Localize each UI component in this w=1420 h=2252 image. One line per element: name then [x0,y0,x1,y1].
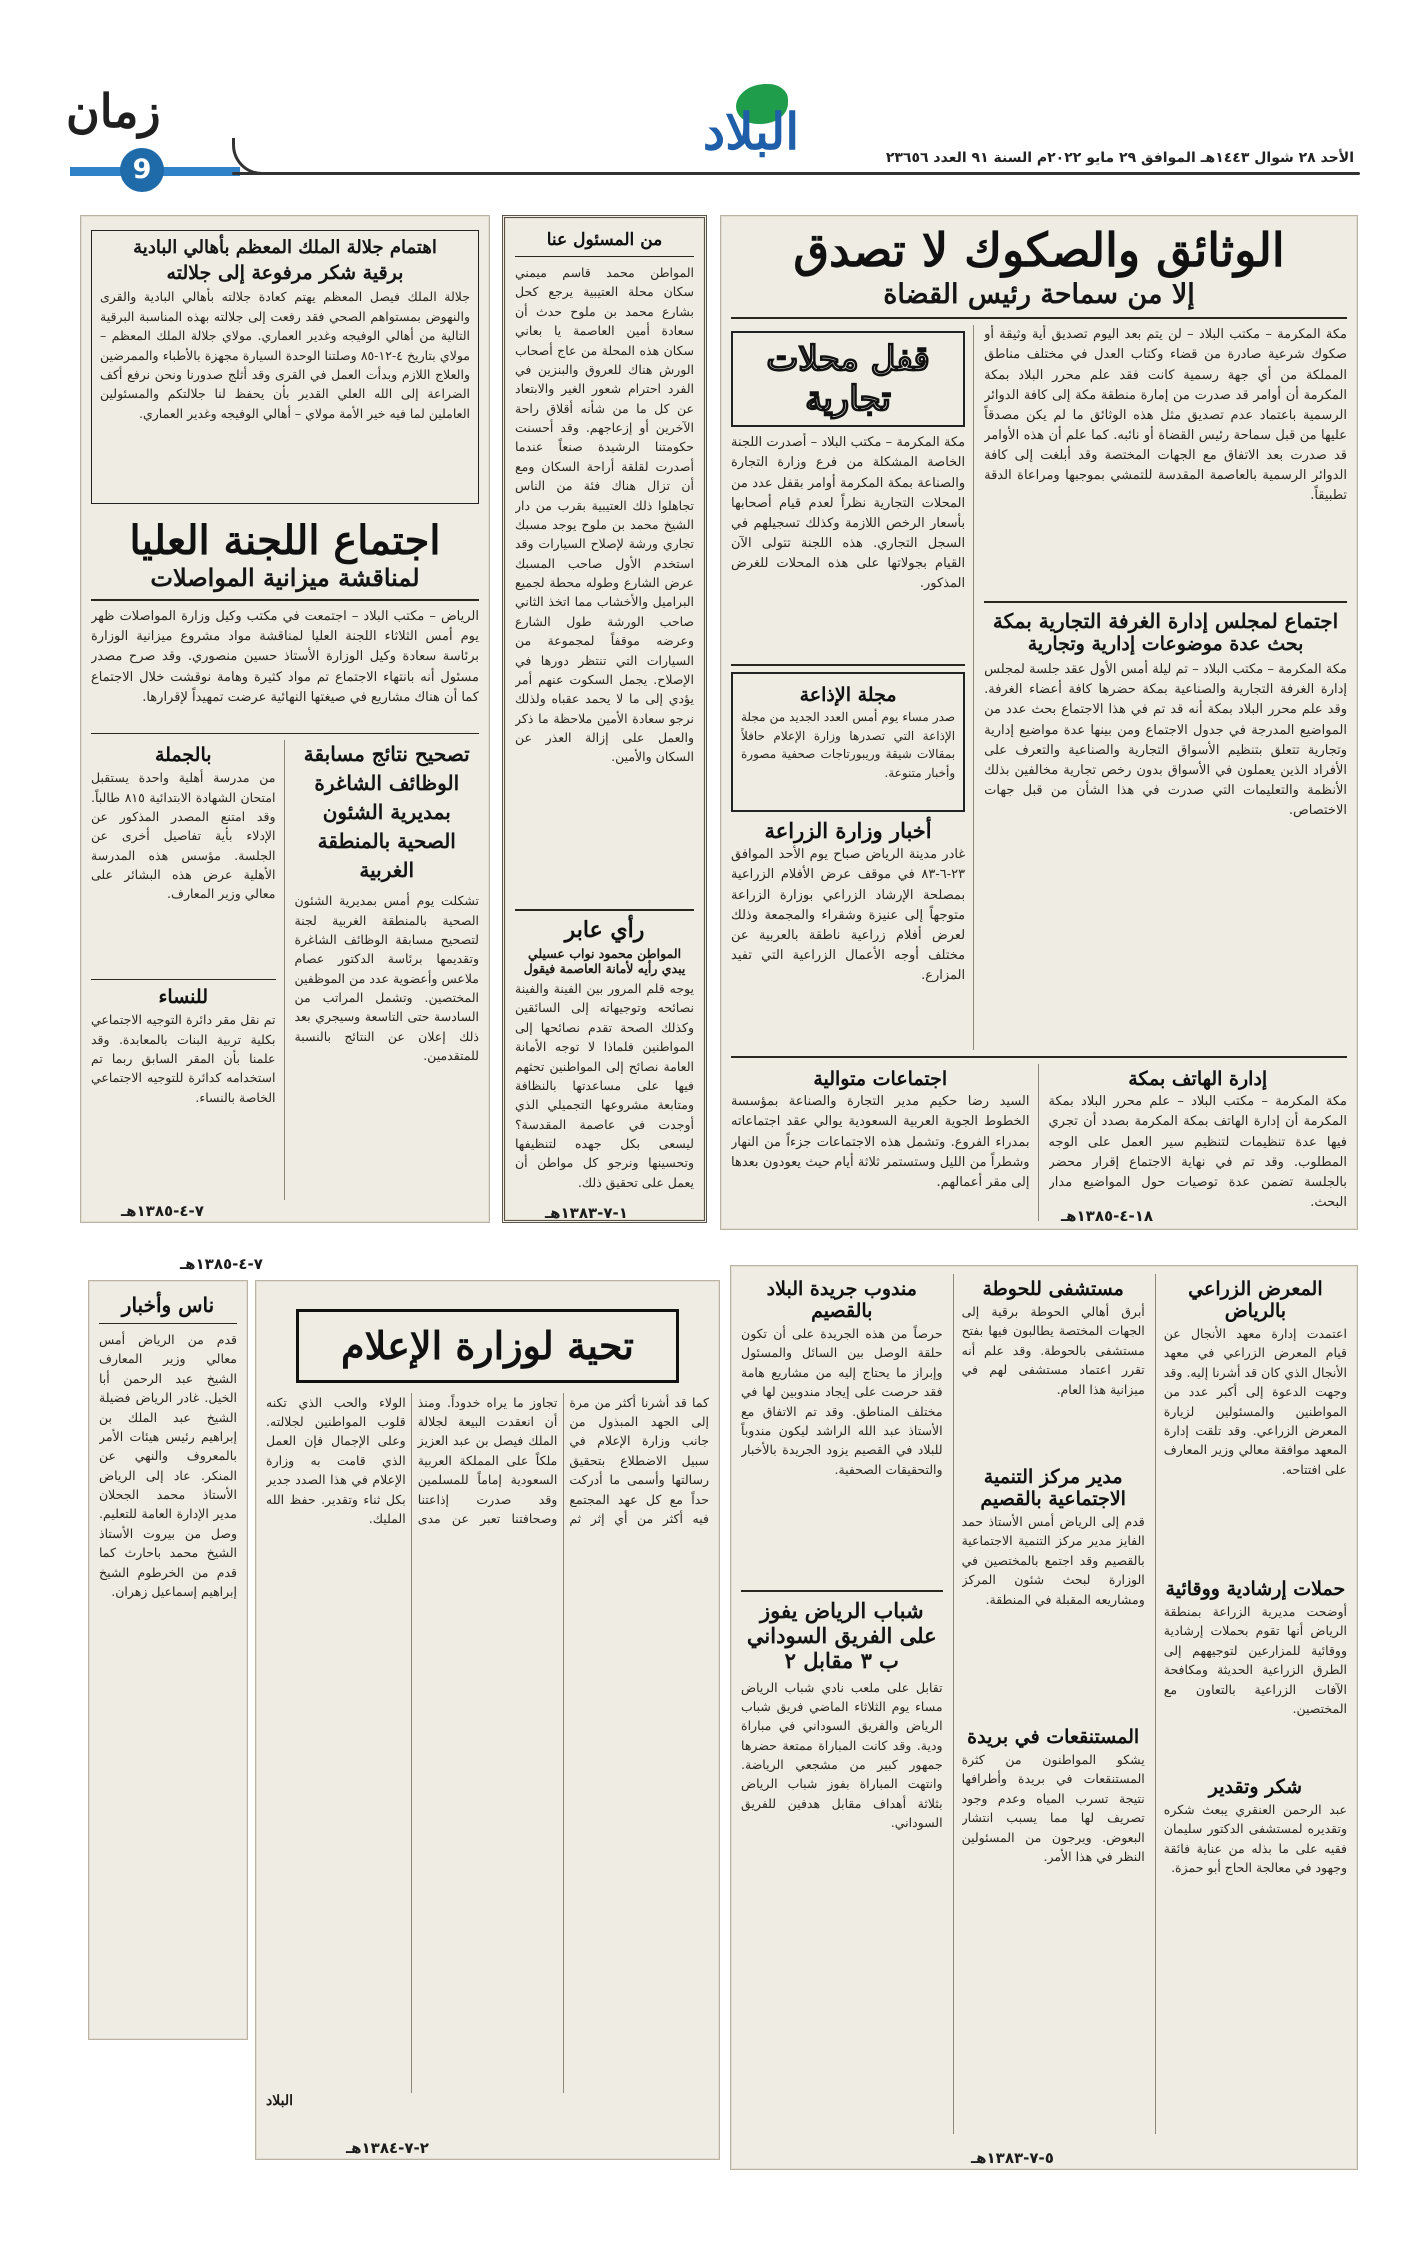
king-headline: اهتمام جلالة الملك المعظم بأهالي البادية [133,237,437,258]
exam-headline: تصحيح نتائج مسابقة الوظائف الشاغرة بمديرية الشئون الصحية بالمنطقة الغربية [303,742,470,883]
qassim-rep-body: حرصاً من هذه الجريدة على أن تكون حلقة الوصل بين السائل والمسئول وإبراز ما يحتاج إليه من مشاريع هامة فقد حرصت على إيجاد مندوبين لها في مختلف المناطق. وقد تم الاتفاق مع الأستاذ عبد الله الراشد ليكون مندوباً للبلاد في القصيم يزود الجريدة بالأخبار والتحقيقات الصحفية. [741,1326,943,1477]
brief-headline: بالجملة [154,744,212,767]
divider [741,1590,943,1592]
buraidah-body: يشكو المواطنون من كثرة المستنقعات في بريدة وأطرافها نتيجة تسرب المياه وعدم وجود تصريف لها مما يسبب انتشار البعوض. ويرجون من المسئولين النظر في هذا الأمر. [961,1752,1145,1864]
shops-closing-box [731,331,965,427]
campaigns-headline: حملات إرشادية ووقائية [1165,1578,1346,1600]
exhibition-body: اعتمدت إدارة معهد الأنجال عن قيام المعرض الزراعي في معهد الأنجال الذي كان قد أشرنا إليه. وقد وجهت الدعوة إلى أكبر عدد من المواطنين والمسئولين لزيارة المعرض الزراعي. وقد تلقت إدارة المعهد موافقة معالي وزير المعارف على افتتاحه. [1163,1326,1347,1477]
divider [515,909,694,911]
clipping-date: ٧-٤-١٣٨٥هـ [121,1202,204,1220]
campaigns-body: أوضحت مديرية الزراعة بمنطقة الرياض أنها تقوم بحملات إرشادية ووقائية للمزارعين لتوجيههم إلى الطرق الزراعية الحديثة ومكافحة الآفات الزراعية بالتعاون مع المختصين. [1163,1604,1347,1716]
documents-headline: الوثائق والصكوك لا تصدق [793,224,1285,277]
king-body: جلالة الملك فيصل المعظم يهتم كعادة جلالته بأهالي البادية والقرى والنهوض بمستواهم الصحي فقد رفعت إلى جلالته بهذه المناسبة البرقية التالية من أهالي الوفيجه وغدير العماري. مولاي جلالة الملك المعظم – مولاي بتاريخ ٤-١٢-٨٥ وصلتنا الوحدة السيارة مجهزة بالأطباء والممرضين والعلاج اللازم وبدأت العمل في القرى وقد أثلج صدورنا ونحن نرفع أكف الضراعة إلى الله العلي القدير بأن يحفظ لنا جلالتكم والمسئولين العاملين لما فيه خير الأمة مولاي – أهالي الوفيجه وغدير العماري. [100,289,470,421]
committee-headline: اجتماع اللجنة العليا [129,517,441,565]
chamber-subheadline: بحث عدة موضوعات إدارية وتجارية [1027,633,1304,656]
phone-admin-body: مكة المكرمة – مكتب البلاد – علم محرر البلاد بمكة المكرمة أن إدارة الهاتف بمكة المكرمة بصدد أن تجري فيها عدة تنظيمات لتنظيم سير العمل على الوجه المطلوب. وقد تم في نهاية الاجتماع إقرار محضر بالجلسة تضمن عدة توصيات حول المواضيع مدار البحث. [1048,1094,1347,1210]
documents-body: مكة المكرمة – مكتب البلاد – لن يتم بعد اليوم تصديق أية وثيقة أو صكوك شرعية صادرة من قضاء وكتاب العدل في مختلف مناطق المملكة من أي جهة رسمية كانت فقد علم محرر البلاد بمكة المكرمة أن أوامر قد صدرت من إمارة منطقة مكة إلى كافة الدوائر الرسمية باعتماد عدم تصديق مثل هذه الوثائق ما لم يكن مصدقاً عليها من قبل سماحة رئيس القضاة أو نائبه. كما علم أن هذه الأوامر قد صدرت بعد الاتفاق مع الجهات المختصة وقد أبلغت إلى كافة الدوائر الرسمية بالعاصمة المقدسة للتمشي بموجبها ومراعاة الدقة تطبيقاً. [984,327,1347,504]
clipping-king-block [80,215,490,1223]
page-number-badge: 9 [120,148,164,192]
dev-center-body: قدم إلى الرياض أمس الأستاذ حمد الفايز مدير مركز التنمية الاجتماعية بالقصيم وقد اجتمع بالمختصين في الوزارة لبحث شئون المركز ومشاريعه المقبلة في المنطقة. [961,1514,1145,1607]
info-ministry-signature: البلاد [266,2092,293,2109]
dev-center-headline: مدير مركز التنمية الاجتماعية بالقصيم [980,1466,1126,1510]
clipping-date: ٧-٤-١٣٨٥هـ [180,1255,263,1273]
thanks-body: عبد الرحمن العنقري يبعث شكره وتقديره لمستشفى الدكتور سليمان فقيه على ما بذله من عناية فائقة وجهود في معالجة الحاج أبو حمزة. [1163,1802,1347,1876]
radio-magazine-box [731,672,965,812]
brief-body: من مدرسة أهلية واحدة يستقبل امتحان الشهادة الابتدائية ٨١٥ طالباً. وقد امتنع المصدر المذكور عن الإدلاء بأية تفاصيل أخرى عن الجلسة. مؤسس هذه المدرسة الأهلية عرض هذه البشائر على معالي وزير المعارف. [91,770,276,902]
official-body: المواطن محمد قاسم ميمني سكان محلة العتيبية يرجع كحل بشارع محمد بن ملوح حدث أن سعادة أمين العاصمة يا بعاني سكان هذه المحلة من عاج أصحاب الورش هناك للعروق والبنزين في الفرد احترام شعور الغير والابتعاد عن كل ما من شأنه أقلاق راحة الآخرين أو إزعاجهم. وقد أحسنت حكومتنا الرشيدة صنعاً عندما أصدرت لقلقة أراحة السكان ومع أن تزال هناك فئة من الناس تجاهلوا ذلك العتيبية بقرب من دار الشيخ محمد بن ملوح يوجد مسبك تجاري ورشة لإصلاح السيارات وقد استخدم الأول صاحب المسبك عرض الشارع وطوله محطة لجميع البراميل والأخشاب مما اتخذ الثاني صاحب الورشة طول الشارع وعرضه موقفاً لمجموعة من السيارات التي تنتظر دورها في الإصلاح. يجمل السكوت عنهم أمر يؤدي إلى ما لا يحمد عقباه ولذلك نرجو سعادة الأمين ملاحظة ما ذكر والعمل على إزالة العذر عن السكان والأمين. [515,265,694,765]
divider [91,979,276,980]
shops-closing-headline: قفل محلات تجارية [766,339,930,420]
divider [515,256,694,257]
king-subheadline: برقية شكر مرفوعة إلى جلالته [166,261,404,284]
exhibition-headline: المعرض الزراعي بالرياض [1188,1278,1323,1322]
logo-text: البلاد [702,102,800,161]
meetings-headline: اجتماعات متوالية [813,1068,948,1091]
divider [731,664,965,666]
committee-subheadline: لمناقشة ميزانية المواصلات [150,563,420,593]
clipping-documents-block [720,215,1358,1230]
info-ministry-box [296,1309,679,1383]
clipping-date: ٥-٧-١٣٨٣هـ [971,2149,1054,2167]
hospital-headline: مستشفى للحوطة [982,1278,1124,1300]
people-news-body: قدم من الرياض أمس معالي وزير المعارف الشيخ عبد الرحمن أبا الخيل. غادر الرياض فضيلة الشيخ عبد الملك بن إبراهيم رئيس هيئات الأمر بالمعروف والنهي عن المنكر. عاد إلى الرياض الأستاذ محمد الجحلان مدير الإدارة العامة للتعليم. وصل من بيروت الأستاذ الشيخ محمد باحارث كما قدم من الخرطوم الشيخ إبراهيم إسماعيل زهران. [99,1332,237,1599]
opinion-body: يوجه قلم المرور بين الفينة والفينة نصائحه وتوجيهاته إلى السائقين وكذلك الصحة تقدم نصائحها إلى المواطنين فلماذا لا توجه الأمانة العامة نصائح إلى المواطنين تحثهم فيها على مساعدتها بالنظافة ومتابعة مشروعها التجميلي الذي أوجدت في عاصمة المقدسة؟ ليسعى بكل جهده لتنظيفها وتحسينها ونرجو كل مواطن أن يعمل على تحقيق ذلك. [515,981,694,1190]
divider [99,1323,237,1324]
riyadh-youth-headline: شباب الرياض يفوز على الفريق السوداني ب ٣ مقابل ٢ [746,1598,937,1674]
clipping-info-ministry [255,1280,720,2160]
radio-headline: مجلة الإذاعة [799,684,897,707]
hospital-body: أبرق أهالي الحوطة برقية إلى الجهات المختصة يطالبون فيها بفتح مستشفى بالحوطة. وقد علم أنه تقرر اعتماد مستشفى لهم في ميزانية هذا العام. [961,1304,1145,1397]
official-headline: من المسئول عنا [546,230,663,250]
clipping-people-news [88,1280,248,2040]
agriculture-body: غادر مدينة الرياض صباح يوم الأحد الموافق ٢٣-٦-٨٣ في موقف عرض الأفلام الزراعية بمصلحة الإرشاد الزراعي بوزارة الزراعة متوجهاً إلى عنيزة وشقراء والمجمعة وذلك لعرض أفلام زراعية ناطقة بالعربية عن مختلف أوجه الأعمال الزراعية التي تفيد المزارع. [731,847,966,984]
chamber-headline: اجتماع لمجلس إدارة الغرفة التجارية بمكة [992,609,1339,634]
section-title: زمان [66,84,161,138]
divider [91,733,479,734]
meetings-body: السيد رضا حكيم مدير التجارة والصناعة بمؤسسة الخطوط الجوية العربية السعودية يوالي عقد اجتماعاته بمدراء الفروع. وتشمل هذه الاجتماعات جزءاً من النهار وشطراً من الليل وستستمر ثلاثة أيام حيث يعودون بعدها إلى مقر أعمالهم. [731,1094,1030,1190]
people-news-headline: ناس وأخبار [121,1293,215,1317]
clipping-qassim-block [730,1265,1358,2170]
women-headline: للنساء [158,986,208,1009]
documents-subheadline: إلا من سماحة رئيس القضاة [883,278,1195,310]
clipping-date: ١-٧-١٣٨٣هـ [545,1204,628,1222]
divider [731,1056,1347,1058]
exam-body: تشكلت يوم أمس بمديرية الشئون الصحية بالمنطقة الغربية لجنة لتصحيح مسابقة الوظائف الشاغرة وتقديمها برئاسة الدكتور عصام ملاعس وأعضوية عدد من الموظفين المختصين. وتشمل المراتب من السادسة حتى التاسعة وسيجري بعد ذلك إعلان عن النتائج بالنسبة للمتقدمين. [294,893,479,1064]
clippings-board [80,190,1358,2175]
issue-dateline: الأحد ٢٨ شوال ١٤٤٣هـ الموافق ٢٩ مايو ٢٠٢٢م السنة ٩١ العدد ٢٣٦٥٦ [885,150,1354,166]
divider [91,599,479,601]
opinion-byline: المواطن محمود نواب عسيلي يبدي رأيه لأمانة العاصمة فيقول [523,946,686,976]
thanks-headline: شكر وتقدير [1208,1776,1303,1798]
riyadh-youth-body: تقابل على ملعب نادي شباب الرياض مساء يوم الثلاثاء الماضي فريق شباب الرياض والفريق السوداني في مباراة ودية. وقد كانت المباراة ممتعة حضرها جمهور كبير من مشجعي الرياضة. وانتهت المباراة بفوز شباب الرياض بثلاثة أهداف مقابل هدفين للفريق السوداني. [741,1679,943,1831]
info-ministry-headline: تحية لوزارة الإعلام [341,1323,634,1368]
chamber-body: مكة المكرمة – مكتب البلاد – تم ليلة أمس الأول عقد جلسة لمجلس إدارة الغرفة التجارية والصناعية بمكة حضرها كافة أعضاء الغرفة. وقد علم محرر البلاد بمكة أنه قد تم في هذا الاجتماع بحث عدد من المواضيع المدرجة في جدول الاجتماع ومن بينها عدة مواضيع إدارية وتجارية تتعلق بتنظيم الأسواق التجارية والصناعية والتعرف على الأفراد الذين يعملون في الأسواق بدون رخص تجارية مخالفين بذلك الأنظمة والتعليمات التي صدرت في هذا الشأن من قبل جهات الاختصاص. [984,662,1347,819]
radio-body: صدر مساء يوم أمس العدد الجديد من مجلة الإذاعة التي تصدرها وزارة الإعلام حافلاً بمقالات شيقة وريبورتاجات صحفية مصورة وأخبار متنوعة. [741,710,956,781]
qassim-rep-headline: مندوب جريدة البلاد بالقصيم [766,1278,917,1322]
committee-body: الرياض – مكتب البلاد – اجتمعت في مكتب وكيل وزارة المواصلات ظهر يوم أمس الثلاثاء اللجنة العليا لمناقشة مواد مشروع ميزانية الوزارة برئاسة سعادة وكيل الوزارة الأستاذ حسين منصوري. وقد صرح مصدر مسئول أنه بانتهاء الاجتماع تم مواد كثيرة وهامة نوقشت خلال الاجتماع كما أن هناك مشاريع في صيغتها النهائية عرضت تمهيداً لإقرارها. [91,609,479,705]
agriculture-headline: أخبار وزارة الزراعة [764,818,932,844]
shops-closing-body: مكة المكرمة – مكتب البلاد – أصدرت اللجنة الخاصة المشكلة من فرع وزارة التجارة والصناعة بمكة المكرمة أوامر بقفل عدد من المحلات التجارية نظراً لعدم قيام أصحابها بأسعار الرخص اللازمة وكذلك تسجيلهم في السجل التجاري. هذه اللجنة تتولى الآن القيام بجولاتها على هذه المحلات للغرض المذكور. [731,435,966,592]
info-ministry-body: كما قد أشرنا أكثر من مرة إلى الجهد المبذول من جانب وزارة الإعلام في سبيل الاضطلاع بتحقيق رسالتها وأسمى ما أدركت حداً مع كل عهد المجتمع فيه أكثر من أي إثر ثم تجاوز ما يراه خدوداً. ومنذ أن انعقدت البيعة لجلالة الملك فيصل بن عبد العزيز ملكاً على المملكة العربية السعودية إماماً للمسلمين وقد صدرت إذاعتنا وصحافتنا تعبر عن مدى الولاء والحب الذي تكنه قلوب المواطنين لجلالته. وعلى الإجمال فإن العمل الذي قامت به وزارة الإعلام في هذا الصدد جدير بكل ثناء وتقدير. حفظ الله المليك. [266,1394,709,1526]
page-header [0,0,1420,190]
newspaper-logo [676,84,826,161]
phone-admin-headline: إدارة الهاتف بمكة [1128,1068,1268,1091]
clipping-date: ١٨-٤-١٣٨٥هـ [1061,1207,1154,1225]
clipping-official [502,215,707,1223]
king-gratitude-box [91,230,479,504]
divider [731,317,1347,319]
divider [984,601,1347,603]
buraidah-headline: المستنقعات في بريدة [967,1726,1140,1748]
women-body: تم نقل مقر دائرة التوجيه الاجتماعي بكلية تربية البنات بالمعابدة. وقد علمنا بأن المقر السابق ربما تم استخدامه كدائرة للتوجيه الاجتماعي الخاصة بالنساء. [91,1012,276,1105]
opinion-headline: رأي عابر [564,917,645,943]
header-rule [232,172,1360,175]
clipping-date: ٢-٧-١٣٨٤هـ [346,2139,429,2157]
